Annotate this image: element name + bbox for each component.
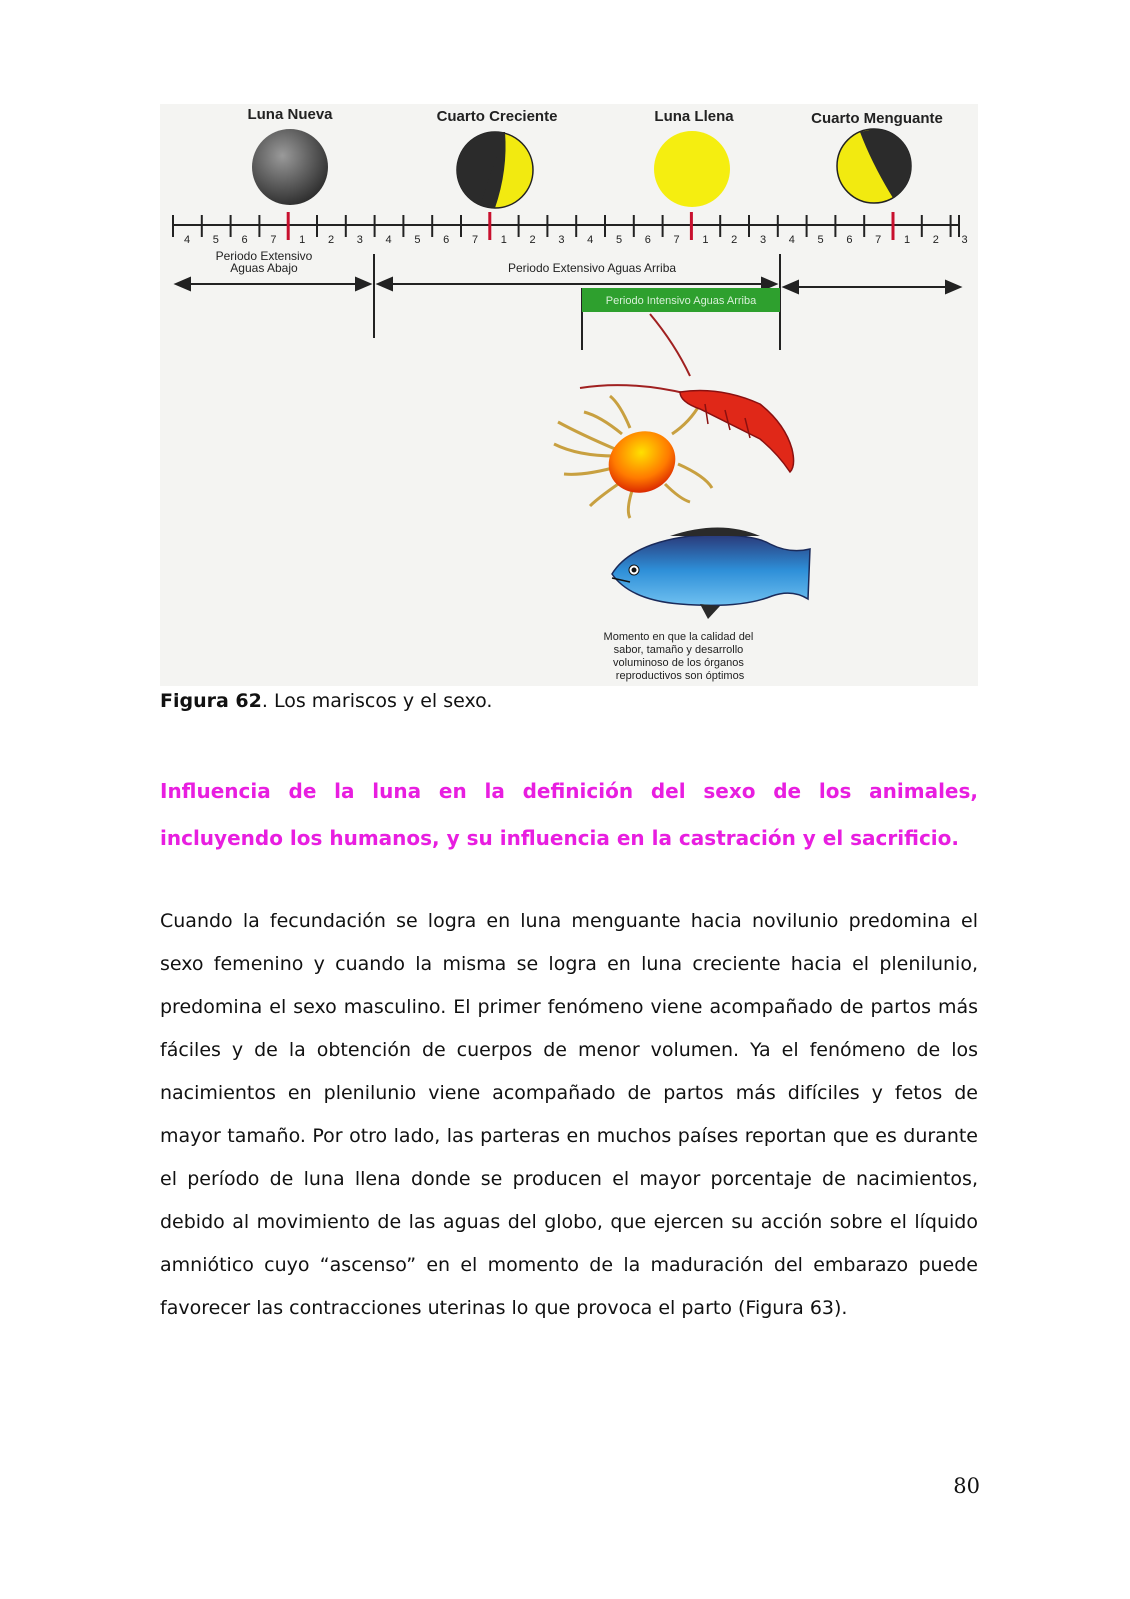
scale-number: 5: [817, 234, 824, 246]
new-moon-icon: [252, 129, 328, 205]
waxing-moon-icon: [457, 132, 533, 208]
scale-number: 3: [759, 234, 767, 246]
scale-number: 7: [875, 234, 882, 246]
scale-number: 2: [327, 234, 335, 246]
period-up-label: Periodo Extensivo Aguas Arriba: [507, 261, 677, 275]
caption-text: . Los mariscos y el sexo.: [261, 690, 493, 712]
scale-number: 6: [241, 234, 248, 246]
figure-note: Momento en que la calidad del sabor, tamaño y desarrollo voluminoso de los órganos reproductivos son óptimos: [603, 631, 754, 682]
figure-caption: [160, 690, 492, 712]
scale-number: 2: [932, 234, 939, 246]
scale-number: 7: [673, 234, 680, 246]
scale-number: 4: [587, 234, 594, 246]
full-moon-icon: [654, 131, 730, 207]
scale-number: 7: [270, 234, 277, 246]
body-paragraph: Cuando la fecundación se logra en luna menguante hacia novilunio predomina el sexo femenino y cuando la misma se logra en luna creciente hacia el plenilunio, predomina el sexo masculino. El primer fenómeno viene acompañado de partos más fáciles y de la obtención de cuerpos de menor volumen. Ya el fenómeno de los nacimientos en plenilunio viene acompañado de partos más difíciles y fetos de mayor tamaño. Por otro lado, las parteras en muchos países reportan que es durante el período de luna llena donde se producen el mayor porcentaje de nacimientos, debido al movimiento de las aguas del globo, que ejercen su acción sobre el líquido amniótico cuyo “ascenso” en el momento de la maduración del embarazo puede favorecer las contracciones uterinas lo que provoca el parto (Figura 63).: [160, 910, 978, 1319]
scale-number: 3: [961, 234, 968, 246]
phase-label-full: Luna Llena: [654, 108, 734, 125]
scale-number: 4: [183, 234, 191, 246]
phase-label-waning: Cuarto Menguante: [811, 110, 943, 127]
phase-label-waxing: Cuarto Creciente: [436, 108, 558, 125]
waning-moon-icon: [837, 129, 911, 203]
scale-number: 4: [385, 234, 392, 246]
period-down-label: Periodo Extensivo Aguas Abajo: [215, 249, 313, 275]
page-number: 80: [953, 1474, 980, 1498]
scale-number: 1: [702, 234, 709, 246]
scale-number: 5: [414, 234, 421, 246]
scale-number: 5: [615, 234, 623, 246]
lunar-cycle-figure: [160, 104, 978, 686]
caption-label: Figura 62: [160, 690, 262, 712]
phase-label-new: Luna Nueva: [247, 106, 333, 123]
day-scale: [173, 212, 968, 246]
fish-illustration: [612, 528, 810, 620]
intensive-period-label: Periodo Intensivo Aguas Arriba: [605, 295, 757, 307]
scale-number: 3: [356, 234, 363, 246]
scale-number: 1: [903, 234, 911, 246]
scale-number: 2: [529, 234, 536, 246]
scale-number: 2: [731, 234, 738, 246]
scale-number: 5: [212, 234, 219, 246]
scale-number: 1: [500, 234, 507, 246]
scale-number: 6: [443, 234, 450, 246]
scale-number: 1: [299, 234, 306, 246]
scale-number: 4: [788, 234, 795, 246]
scale-number: 3: [558, 234, 565, 246]
scale-number: 7: [471, 234, 479, 246]
scale-number: 6: [846, 234, 853, 246]
section-heading: Influencia de la luna en la definición del sexo de los animales, incluyendo los humanos, y su influencia en la castración y el sacrificio.: [160, 779, 978, 850]
scale-number: 6: [644, 234, 651, 246]
